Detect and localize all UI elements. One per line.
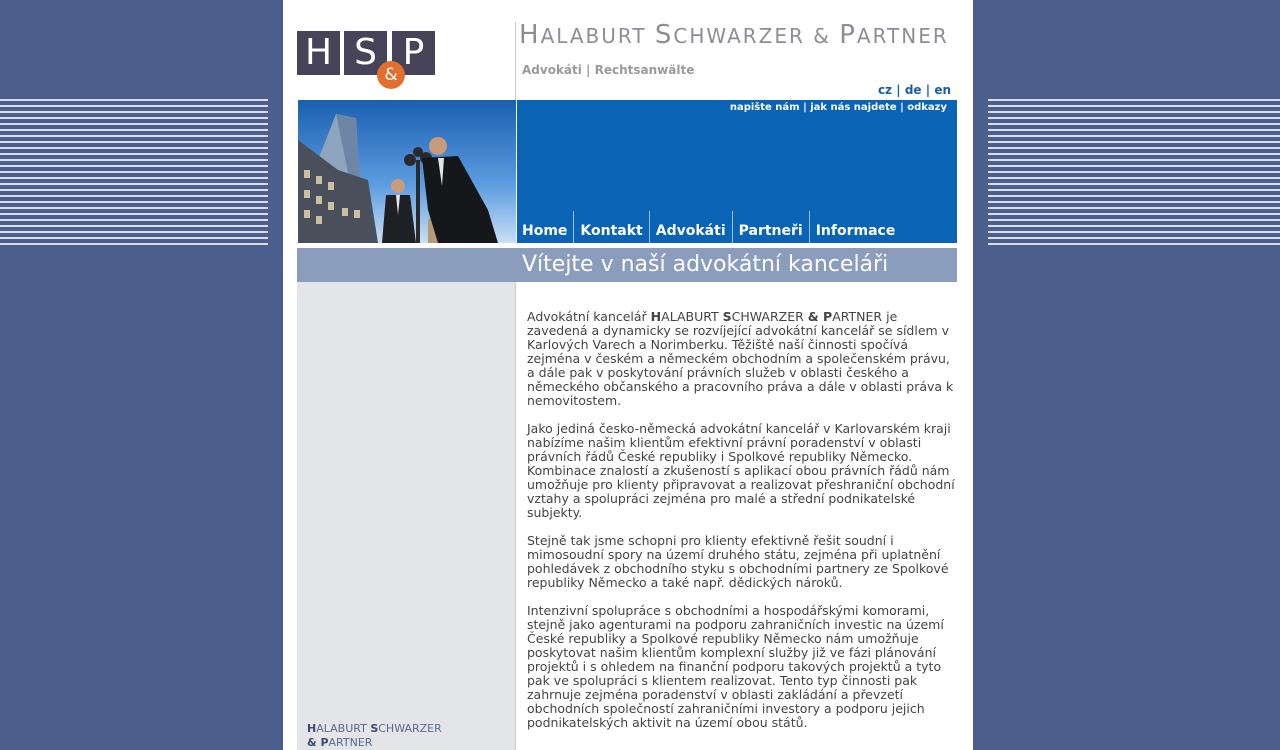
disputes-paragraph: Stejně tak jsme schopni pro klienty efektivně řešit soudní i mimosoudní spory na území druhého státu, zejména při uplatnění pohledávek z obchodního styku s obchodními partnery ze Spolkové republiky Německo a také např. dědických nároků. xyxy=(527,533,949,590)
lang-link-en[interactable]: en xyxy=(934,83,951,97)
nav-item-home[interactable]: Home xyxy=(522,223,568,239)
logo-letter-h: H xyxy=(297,31,340,75)
page-title: Vítejte v naší advokátní kanceláři xyxy=(522,252,889,277)
nav-item-partneri[interactable]: Partneři xyxy=(732,211,809,243)
main-navigation xyxy=(517,211,901,243)
cooperation-paragraph: Intenzivní spolupráce s obchodními a hospodářskými komorami, stejně jako agenturami na podporu zahraničních investic na území České republiky a Spolkové republiky Německo nám umožňuje poskytovat našim klientům komplexní služby již ve fázi plánování projektů i s ohledem na finanční podporu takových projektů a tyto pak ve spolupráci s klientem realizovat. Tento typ činnosti pak zahrnuje zejména poradenství v oblasti zakládání a převzetí obchodních společností zahraničními investory a podporu jejich podnikatelských aktivit na území obou států. xyxy=(527,603,944,730)
nav-item-informace[interactable]: Informace xyxy=(809,211,902,243)
logo-ampersand: & xyxy=(377,61,405,89)
business-men-photo xyxy=(298,100,516,243)
hsp-logo[interactable] xyxy=(297,31,439,91)
decorative-stripes-right xyxy=(988,99,1280,245)
content-divider xyxy=(515,282,516,750)
intro-paragraph: Advokátní kancelář HALABURT SCHWARZER & PARTNER je zavedená a dynamicky se rozvíjející advokátní kancelář se sídlem v Karlových Varech a Norimberku. Těžiště naší činnosti spočívá zejména v českém a německém obchodním a společenském právu, a dále pak v poskytování právních služeb v oblasti českého a německého občanského a pracovního práva a dále v oblasti práva k nemovitostem. xyxy=(527,309,954,408)
cross-border-paragraph: Jako jediná česko-německá advokátní kancelář v Karlovarském kraji nabízíme našim klientům efektivní právní poradenství v oblasti právních řádů České republiky i Spolkové republiky Německo. Kombinace znalostí a zkušeností s aplikací obou právních řádů nám umožňuje pro klienty připravovat a realizovat přeshraniční obchodní vztahy a spolupráci zejména pro malé a střední podnikatelské subjekty. xyxy=(527,421,955,520)
utility-links xyxy=(730,102,947,113)
utility-separator: | xyxy=(900,102,904,113)
business-men-photo-illustration xyxy=(298,100,516,243)
write-to-us-link[interactable]: napište nám xyxy=(729,102,800,113)
lang-separator: | xyxy=(925,83,931,97)
firm-name-heading: HALABURT SCHWARZER & PARTNER xyxy=(519,20,949,50)
how-to-find-us-link[interactable]: jak nás najdete xyxy=(810,102,897,113)
title-band xyxy=(297,248,957,282)
nav-item-kontakt[interactable]: Kontakt xyxy=(573,211,648,243)
footer-firm-name: HALABURT SCHWARZER & PARTNER xyxy=(307,722,442,749)
lang-link-cz[interactable]: cz xyxy=(877,83,893,97)
nav-item-advokati[interactable]: Advokáti xyxy=(649,211,732,243)
logo-letter-p: P xyxy=(392,31,435,75)
lang-separator: | xyxy=(896,83,901,97)
utility-separator: | xyxy=(803,102,807,113)
banner-blue-panel xyxy=(517,100,957,243)
left-sidebar xyxy=(297,282,515,750)
page-container xyxy=(283,0,973,750)
firm-subtitle: Advokáti | Rechtsanwälte xyxy=(522,63,695,77)
logo-letter-s: S xyxy=(344,31,387,75)
header-divider xyxy=(515,22,516,100)
links-link[interactable]: odkazy xyxy=(907,102,947,113)
lang-link-de[interactable]: de xyxy=(904,83,922,97)
header-banner xyxy=(298,100,957,243)
decorative-stripes-left xyxy=(0,99,268,245)
language-switcher xyxy=(878,83,951,97)
main-content xyxy=(527,310,957,744)
